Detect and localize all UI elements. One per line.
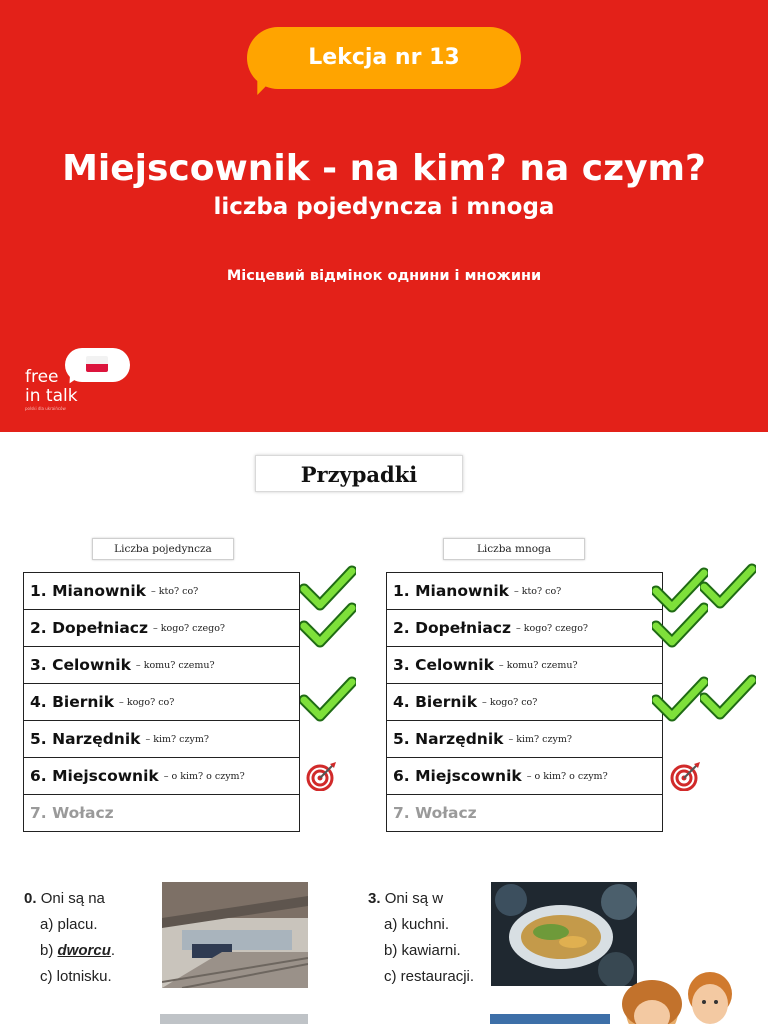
case-number: 3. bbox=[30, 656, 47, 674]
case-name: Celownik bbox=[52, 656, 131, 674]
exercise-stem: Oni są w bbox=[384, 890, 444, 907]
option-a[interactable]: a) kuchni. bbox=[384, 916, 450, 933]
option-b-prefix: b) bbox=[40, 942, 58, 959]
case-row bbox=[387, 647, 662, 684]
free-in-talk-logo bbox=[25, 348, 135, 414]
case-number: 4. bbox=[393, 693, 410, 711]
case-question: – kogo? co? bbox=[482, 696, 538, 708]
train-station-photo bbox=[162, 882, 308, 988]
case-row bbox=[24, 758, 299, 795]
cases-title: Przypadki bbox=[255, 455, 463, 492]
checkmark-icon bbox=[300, 602, 356, 648]
case-name: Wołacz bbox=[52, 804, 114, 822]
checkmark-icon bbox=[652, 602, 708, 648]
case-name: Miejscownik bbox=[415, 767, 522, 785]
option-b[interactable] bbox=[24, 938, 115, 964]
case-question: – kogo? czego? bbox=[153, 622, 226, 634]
case-number: 2. bbox=[393, 619, 410, 637]
lesson-label: Lekcja nr 13 bbox=[308, 45, 460, 70]
option-c[interactable]: c) lotnisku. bbox=[40, 968, 112, 985]
case-question: – kim? czym? bbox=[508, 733, 572, 745]
case-number: 6. bbox=[393, 767, 410, 785]
case-number: 6. bbox=[30, 767, 47, 785]
case-question: – kto? co? bbox=[513, 585, 562, 597]
option-c[interactable]: c) restauracji. bbox=[384, 968, 475, 985]
exercise-0 bbox=[24, 886, 115, 990]
logo-tagline: polski dla ukraińców bbox=[25, 406, 66, 411]
logo-line2: in talk bbox=[25, 386, 78, 406]
option-b-suffix: . bbox=[110, 942, 116, 959]
case-name: Biernik bbox=[52, 693, 115, 711]
singular-case-table bbox=[23, 572, 300, 832]
case-row bbox=[387, 721, 662, 758]
exercise-number: 3. bbox=[368, 890, 381, 907]
case-question: – kogo? czego? bbox=[516, 622, 589, 634]
poland-flag-icon bbox=[86, 356, 108, 372]
slide-title: Miejscownik - na kim? na czym? bbox=[62, 148, 706, 189]
exercise-3 bbox=[368, 886, 474, 990]
correct-answer: dworcu bbox=[57, 942, 111, 959]
logo-text bbox=[25, 368, 78, 406]
case-name: Biernik bbox=[415, 693, 478, 711]
checkmark-icon bbox=[700, 674, 756, 720]
case-number: 7. bbox=[30, 804, 47, 822]
case-name: Dopełniacz bbox=[415, 619, 511, 637]
case-row bbox=[387, 795, 662, 832]
option-b[interactable]: b) kawiarni. bbox=[384, 942, 461, 959]
next-photo-edge bbox=[490, 1014, 610, 1024]
target-icon bbox=[670, 761, 702, 791]
case-row bbox=[387, 684, 662, 721]
next-photo-edge bbox=[160, 1014, 308, 1024]
title-slide bbox=[0, 0, 768, 432]
plural-heading: Liczba mnoga bbox=[443, 538, 585, 560]
case-name: Dopełniacz bbox=[52, 619, 148, 637]
exercise-number: 0. bbox=[24, 890, 37, 907]
case-question: – komu? czemu? bbox=[498, 659, 578, 671]
case-question: – kim? czym? bbox=[145, 733, 209, 745]
case-name: Narzędnik bbox=[415, 730, 504, 748]
case-question: – o kim? o czym? bbox=[526, 770, 608, 782]
singular-heading: Liczba pojedyncza bbox=[92, 538, 234, 560]
case-row bbox=[387, 610, 662, 647]
case-row bbox=[387, 758, 662, 795]
case-name: Mianownik bbox=[415, 582, 509, 600]
checkmark-icon bbox=[700, 563, 756, 609]
case-row bbox=[387, 573, 662, 610]
case-row bbox=[24, 721, 299, 758]
case-number: 7. bbox=[393, 804, 410, 822]
slide-subtitle: liczba pojedyncza i mnoga bbox=[213, 194, 555, 220]
case-number: 4. bbox=[30, 693, 47, 711]
case-number: 2. bbox=[30, 619, 47, 637]
case-question: – o kim? o czym? bbox=[163, 770, 245, 782]
case-row bbox=[24, 684, 299, 721]
case-question: – kto? co? bbox=[150, 585, 199, 597]
people-illustration bbox=[612, 960, 740, 1024]
case-row bbox=[24, 647, 299, 684]
logo-line1: free bbox=[25, 367, 59, 387]
checkmark-icon bbox=[300, 676, 356, 722]
train-station-image bbox=[162, 882, 308, 988]
case-name: Narzędnik bbox=[52, 730, 141, 748]
case-row bbox=[24, 610, 299, 647]
case-number: 5. bbox=[30, 730, 47, 748]
case-row bbox=[24, 795, 299, 832]
ukrainian-subtitle: Місцевий відмінок однини і множини bbox=[226, 268, 542, 284]
exercise-stem: Oni są na bbox=[40, 890, 105, 907]
plural-case-table bbox=[386, 572, 663, 832]
case-number: 1. bbox=[393, 582, 410, 600]
case-number: 3. bbox=[393, 656, 410, 674]
case-row bbox=[24, 573, 299, 610]
case-name: Celownik bbox=[415, 656, 494, 674]
case-question: – kogo? co? bbox=[119, 696, 175, 708]
case-name: Mianownik bbox=[52, 582, 146, 600]
case-number: 1. bbox=[30, 582, 47, 600]
target-icon bbox=[306, 761, 338, 791]
case-name: Wołacz bbox=[415, 804, 477, 822]
case-name: Miejscownik bbox=[52, 767, 159, 785]
option-a[interactable]: a) placu. bbox=[40, 916, 98, 933]
case-number: 5. bbox=[393, 730, 410, 748]
case-question: – komu? czemu? bbox=[135, 659, 215, 671]
